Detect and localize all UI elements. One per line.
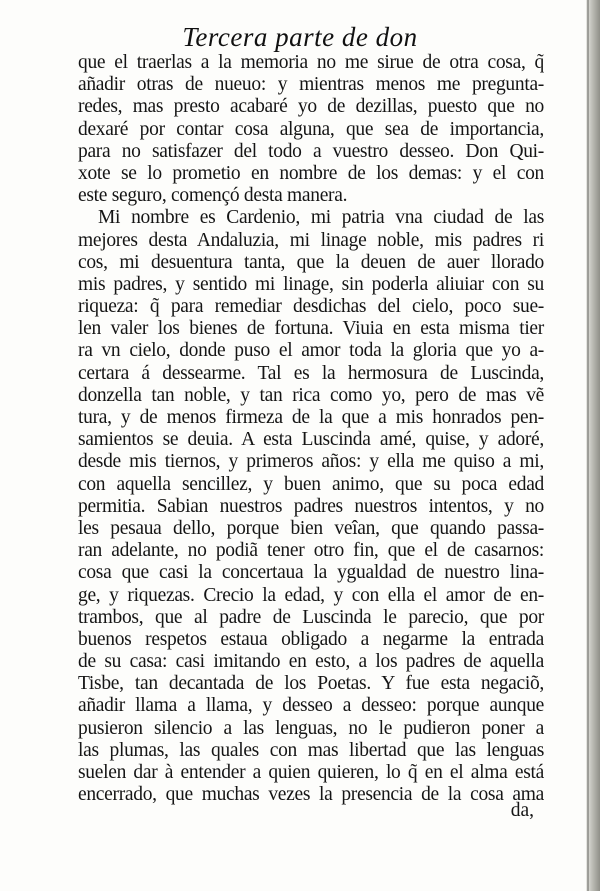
text-line: xote se lo prometio en nombre de los demas: y el con (78, 162, 544, 184)
text-line: trambos, que al padre de Luscinda le parecio, que por (78, 606, 544, 628)
text-line: certara á dessearme. Tal es la hermosura de Luscinda, (78, 362, 544, 384)
catchword: da, (510, 800, 534, 821)
text-line: redes, mas presto acabaré yo de dezillas, puesto que no (78, 96, 544, 118)
page-edge-line (587, 0, 589, 891)
text-line: este seguro, començó desta manera. (78, 185, 348, 207)
text-line: donzella tan noble, y tan rica como yo, pero de mas vẽ (78, 384, 544, 406)
text-line: ge, y riquezas. Crecio la edad, y con ella el amor de en- (78, 584, 544, 606)
text-line: mis padres, y sentido mi linage, sin poderla aliuiar con su (78, 273, 544, 295)
text-line: las plumas, las quales con mas libertad que las lenguas (78, 739, 544, 761)
text-line: permitia. Sabian nuestros padres nuestros intentos, y no (78, 495, 544, 517)
text-line: encerrado, que muchas vezes la presencia de la cosa ama (78, 784, 544, 806)
text-line: de su casa: casi imitando en esto, a los padres de aquella (78, 651, 544, 673)
text-line: samientos se deuia. A esta Luscinda amé, quise, y adoré, (78, 429, 544, 451)
text-line: dexaré por contar cosa alguna, que sea de importancia, (78, 118, 544, 140)
text-line: les pesaua dello, porque bien veîan, que quando passa- (78, 517, 544, 539)
text-line: con aquella sencillez, y buen animo, que su poca edad (78, 473, 544, 495)
text-line: ran adelante, no podiã tener otro fin, que el de casarnos: (78, 540, 544, 562)
text-line: para no satisfazer del todo a vuestro desseo. Don Qui- (78, 140, 544, 162)
text-line: Tisbe, tan decantada de los Poetas. Y fue esta negaciõ, (78, 673, 544, 695)
text-line: añadir otras de nueuo: y mientras menos me pregunta- (78, 74, 544, 96)
text-line: desde mis tiernos, y primeros años: y ella me quiso a mi, (78, 451, 544, 473)
text-line: mejores desta Andaluzia, mi linage noble, mis padres ri (78, 229, 544, 251)
text-line: suelen dar à entender a quien quieren, lo q̃ en el alma está (78, 762, 544, 783)
text-line: tura, y de menos firmeza de la que a mis honrados pen- (78, 407, 544, 428)
text-line: pusieron silencio a las lenguas, no le pudieron poner a (78, 717, 544, 739)
text-line: buenos respetos estaua obligado a negarme la entrada (78, 628, 544, 650)
running-head: Tercera parte de don (182, 22, 418, 52)
text-line: que el traerlas a la memoria no me sirue de otra cosa, q̃ (78, 52, 544, 73)
text-line: ra vn cielo, donde puso el amor toda la gloria que yo a- (78, 340, 544, 362)
text-line: Mi nombre es Cardenio, mi patria vna ciudad de las (98, 207, 544, 229)
text-line: len valer los bienes de fortuna. Viuia en esta misma tier (78, 318, 544, 340)
text-line: cosa que casi la concertaua la ygualdad de nuestro lina- (78, 562, 544, 584)
body-text (78, 52, 544, 806)
text-line: riqueza: q̃ para remediar desdichas del cielo, poco sue- (78, 296, 544, 318)
text-line: añadir llama a llama, y desseo a desseo: porque aunque (78, 695, 544, 717)
text-line: cos, mi desuentura tanta, que la deuen de auer llorado (78, 251, 544, 273)
